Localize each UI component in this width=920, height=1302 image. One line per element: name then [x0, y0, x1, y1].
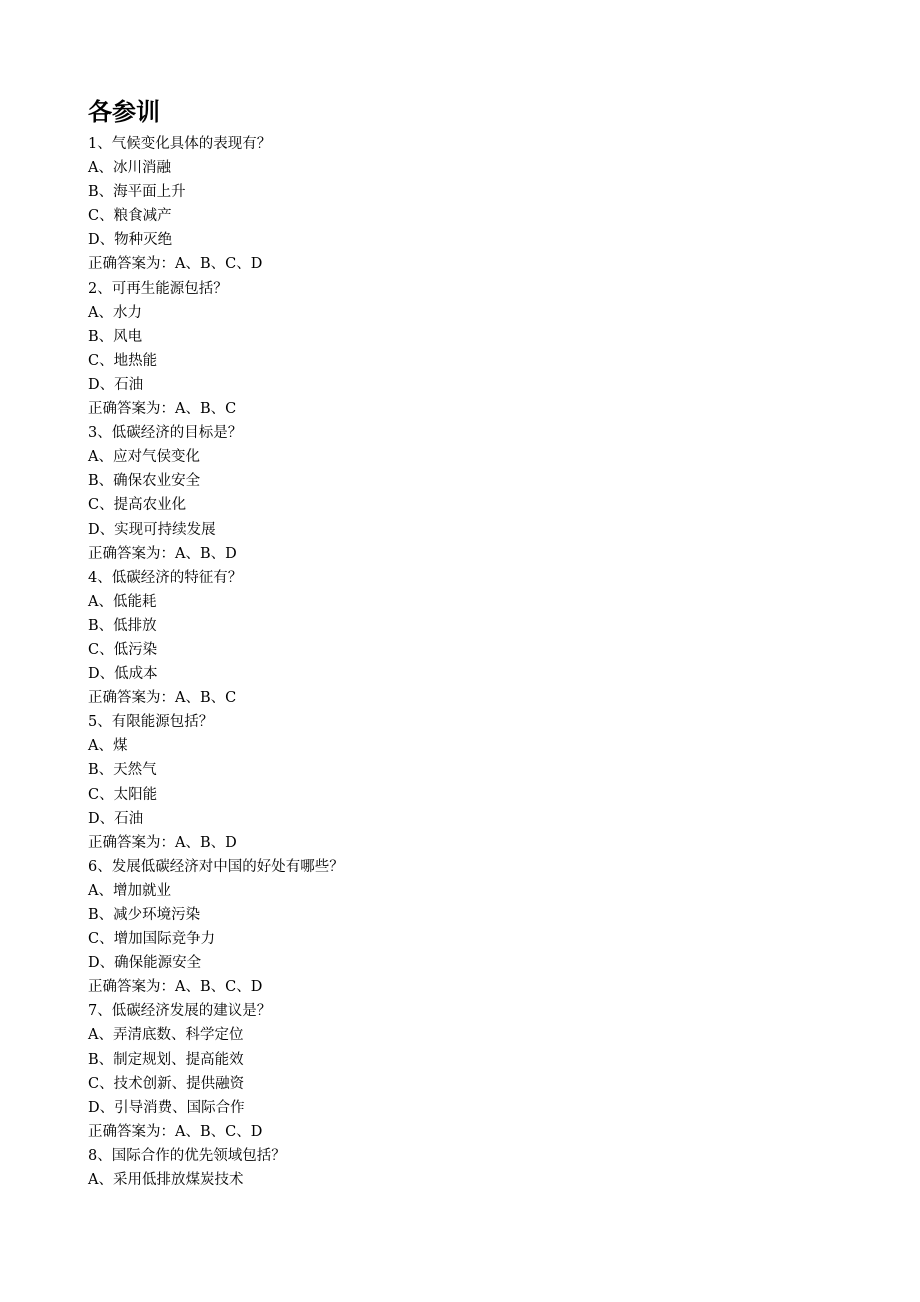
- option-text: B、海平面上升: [88, 184, 186, 201]
- option-text: A、低能耗: [88, 593, 157, 610]
- question-text: 7、低碳经济发展的建议是？: [88, 1003, 272, 1020]
- option-text: D、引导消费、国际合作: [88, 1099, 245, 1116]
- option-text: A、水力: [88, 304, 142, 321]
- option-text: D、实现可持续发展: [88, 521, 216, 538]
- question-block: [88, 421, 848, 566]
- option-text: A、采用低排放煤炭技术: [88, 1172, 244, 1189]
- option-text: A、弄清底数、科学定位: [88, 1027, 244, 1044]
- option-text: B、低排放: [88, 617, 157, 634]
- answer-text: 正确答案为：A、B、C: [88, 690, 237, 707]
- option-text: B、天然气: [88, 762, 157, 779]
- answer-text: 正确答案为：A、B、C、D: [88, 256, 263, 273]
- question-block: [88, 999, 848, 1144]
- question-block: [88, 566, 848, 711]
- option-text: C、太阳能: [88, 786, 158, 803]
- option-text: A、冰川消融: [88, 160, 171, 177]
- question-text: 2、可再生能源包括？: [88, 280, 228, 297]
- option-text: C、低污染: [88, 641, 158, 658]
- option-text: D、确保能源安全: [88, 955, 202, 972]
- question-block: [88, 1144, 848, 1192]
- answer-text: 正确答案为：A、B、C、D: [88, 1123, 263, 1140]
- option-text: A、增加就业: [88, 882, 171, 899]
- option-text: C、地热能: [88, 352, 158, 369]
- question-block: [88, 277, 848, 422]
- option-text: D、低成本: [88, 666, 158, 683]
- answer-text: 正确答案为：A、B、C、D: [88, 979, 263, 996]
- answer-text: 正确答案为：A、B、D: [88, 545, 237, 562]
- option-text: D、石油: [88, 810, 144, 827]
- option-text: D、物种灭绝: [88, 232, 173, 249]
- option-text: B、减少环境污染: [88, 907, 201, 923]
- option-text: A、应对气侯变化: [88, 449, 200, 466]
- option-text: D、石油: [88, 376, 144, 393]
- option-text: B、确保农业安全: [88, 473, 201, 490]
- option-text: B、风电: [88, 328, 143, 345]
- question-block: [88, 710, 848, 855]
- question-text: 6、发展低碳经济对中国的好处有哪些？: [88, 858, 344, 875]
- document-page: [88, 95, 848, 1192]
- option-text: C、增加国际竞争力: [88, 931, 216, 948]
- document-title: 各参训: [88, 98, 160, 126]
- option-text: C、提高农业化: [88, 497, 187, 514]
- question-text: 4、低碳经济的特征有？: [88, 569, 243, 586]
- option-text: A、煤: [88, 738, 128, 755]
- option-text: B、制定规划、提高能效: [88, 1051, 244, 1068]
- question-text: 3、低碳经济的目标是？: [88, 425, 243, 442]
- question-block: [88, 855, 848, 1000]
- option-text: C、粮食减产: [88, 208, 172, 225]
- question-text: 5、有限能源包括？: [88, 714, 214, 731]
- question-block: [88, 132, 848, 277]
- option-text: C、技术创新、提供融资: [88, 1075, 245, 1092]
- question-text: 8、国际合作的优先领域包括？: [88, 1147, 286, 1164]
- answer-text: 正确答案为：A、B、D: [88, 834, 237, 851]
- question-text: 1、气候变化具体的表现有？: [88, 136, 272, 152]
- answer-text: 正确答案为：A、B、C: [88, 401, 237, 418]
